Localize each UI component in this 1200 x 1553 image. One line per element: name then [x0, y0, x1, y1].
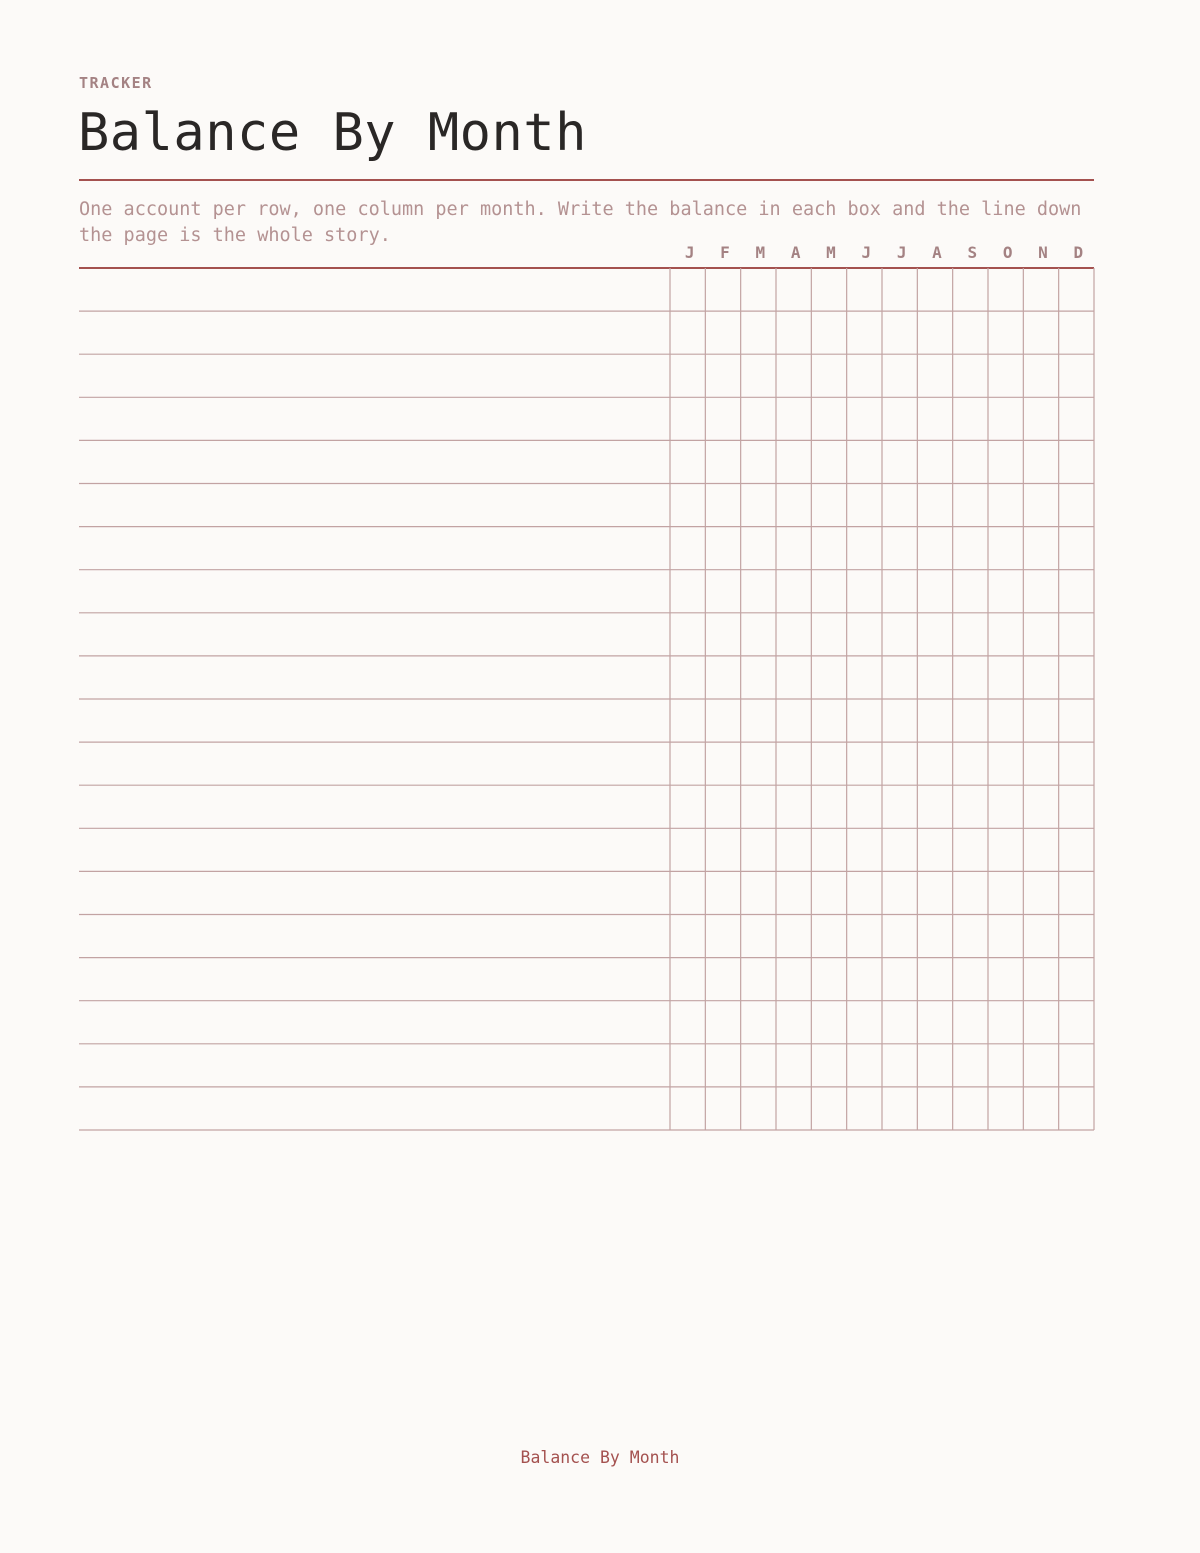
balance-cell[interactable] — [882, 354, 917, 397]
month-label: N — [1038, 243, 1048, 262]
balance-cell[interactable] — [705, 1044, 740, 1087]
balance-cell[interactable] — [1023, 785, 1058, 828]
balance-cell[interactable] — [670, 1087, 705, 1130]
balance-cell[interactable] — [847, 871, 882, 914]
balance-cell[interactable] — [776, 1001, 811, 1044]
balance-cell[interactable] — [670, 484, 705, 527]
balance-cell[interactable] — [917, 699, 952, 742]
balance-cell[interactable] — [1059, 871, 1094, 914]
balance-cell[interactable] — [670, 871, 705, 914]
balance-cell[interactable] — [741, 958, 776, 1001]
balance-cell[interactable] — [847, 742, 882, 785]
balance-cell[interactable] — [917, 1087, 952, 1130]
account-name-cell[interactable] — [79, 742, 670, 785]
balance-cell[interactable] — [917, 958, 952, 1001]
balance-cell[interactable] — [917, 828, 952, 871]
balance-cell[interactable] — [741, 484, 776, 527]
balance-cell[interactable] — [882, 570, 917, 613]
month-label: O — [1002, 243, 1013, 262]
balance-cell[interactable] — [882, 742, 917, 785]
balance-cell[interactable] — [953, 699, 988, 742]
balance-cell[interactable] — [811, 871, 846, 914]
balance-cell[interactable] — [1023, 915, 1058, 958]
balance-cell[interactable] — [741, 742, 776, 785]
balance-cell[interactable] — [776, 1087, 811, 1130]
balance-cell[interactable] — [776, 958, 811, 1001]
balance-cell[interactable] — [811, 742, 846, 785]
balance-cell[interactable] — [1059, 268, 1094, 311]
balance-cell[interactable] — [988, 354, 1023, 397]
balance-cell[interactable] — [811, 958, 846, 1001]
balance-cell[interactable] — [741, 828, 776, 871]
balance-cell[interactable] — [1023, 1087, 1058, 1130]
balance-cell[interactable] — [953, 1044, 988, 1087]
balance-cell[interactable] — [705, 828, 740, 871]
balance-cell[interactable] — [670, 656, 705, 699]
balance-cell[interactable] — [1023, 828, 1058, 871]
balance-cell[interactable] — [811, 527, 846, 570]
balance-cell[interactable] — [1059, 1087, 1094, 1130]
account-name-cell[interactable] — [79, 871, 670, 914]
balance-cell[interactable] — [670, 570, 705, 613]
balance-cell[interactable] — [776, 613, 811, 656]
balance-cell[interactable] — [988, 1001, 1023, 1044]
balance-cell[interactable] — [847, 397, 882, 440]
balance-cell[interactable] — [1023, 1044, 1058, 1087]
balance-cell[interactable] — [953, 742, 988, 785]
balance-cell[interactable] — [776, 311, 811, 354]
balance-cell[interactable] — [953, 828, 988, 871]
balance-cell[interactable] — [776, 871, 811, 914]
balance-cell[interactable] — [1023, 742, 1058, 785]
balance-cell[interactable] — [988, 656, 1023, 699]
account-name-cell[interactable] — [79, 656, 670, 699]
account-name-cell[interactable] — [79, 958, 670, 1001]
balance-cell[interactable] — [1059, 354, 1094, 397]
balance-cell[interactable] — [776, 915, 811, 958]
balance-cell[interactable] — [847, 785, 882, 828]
balance-cell[interactable] — [847, 484, 882, 527]
balance-cell[interactable] — [882, 656, 917, 699]
balance-cell[interactable] — [847, 828, 882, 871]
account-name-cell[interactable] — [79, 397, 670, 440]
balance-cell[interactable] — [917, 656, 952, 699]
balance-cell[interactable] — [1059, 742, 1094, 785]
balance-cell[interactable] — [988, 570, 1023, 613]
balance-cell[interactable] — [847, 311, 882, 354]
balance-cell[interactable] — [953, 613, 988, 656]
balance-cell[interactable] — [741, 440, 776, 483]
balance-cell[interactable] — [741, 527, 776, 570]
balance-cell[interactable] — [1059, 699, 1094, 742]
balance-cell[interactable] — [1059, 1001, 1094, 1044]
balance-cell[interactable] — [847, 570, 882, 613]
balance-cell[interactable] — [917, 397, 952, 440]
balance-cell[interactable] — [776, 397, 811, 440]
balance-cell[interactable] — [1023, 484, 1058, 527]
balance-cell[interactable] — [988, 268, 1023, 311]
balance-cell[interactable] — [988, 699, 1023, 742]
month-label: A — [790, 243, 801, 262]
balance-cell[interactable] — [705, 958, 740, 1001]
account-name-cell[interactable] — [79, 570, 670, 613]
balance-cell[interactable] — [811, 484, 846, 527]
balance-cell[interactable] — [811, 828, 846, 871]
account-name-cell[interactable] — [79, 613, 670, 656]
balance-cell[interactable] — [917, 915, 952, 958]
balance-cell[interactable] — [1023, 958, 1058, 1001]
balance-cell[interactable] — [882, 1001, 917, 1044]
balance-cell[interactable] — [741, 613, 776, 656]
balance-cell[interactable] — [741, 1001, 776, 1044]
page-footer: Balance By Month — [520, 1448, 680, 1467]
balance-cell[interactable] — [776, 1044, 811, 1087]
balance-cell[interactable] — [847, 699, 882, 742]
balance-cell[interactable] — [776, 570, 811, 613]
balance-cell[interactable] — [1023, 570, 1058, 613]
balance-cell[interactable] — [741, 570, 776, 613]
balance-cell[interactable] — [1059, 828, 1094, 871]
balance-cell[interactable] — [670, 613, 705, 656]
balance-cell[interactable] — [705, 742, 740, 785]
balance-cell[interactable] — [1059, 1044, 1094, 1087]
balance-cell[interactable] — [1023, 268, 1058, 311]
balance-cell[interactable] — [705, 785, 740, 828]
month-label: J — [684, 243, 695, 262]
balance-cell[interactable] — [1023, 527, 1058, 570]
balance-cell[interactable] — [882, 1044, 917, 1087]
balance-cell[interactable] — [988, 871, 1023, 914]
account-name-cell[interactable] — [79, 268, 670, 311]
balance-cell[interactable] — [953, 958, 988, 1001]
balance-cell[interactable] — [741, 311, 776, 354]
balance-cell[interactable] — [882, 527, 917, 570]
balance-cell[interactable] — [1023, 871, 1058, 914]
balance-cell[interactable] — [988, 1087, 1023, 1130]
balance-cell[interactable] — [670, 958, 705, 1001]
balance-cell[interactable] — [741, 699, 776, 742]
balance-cell[interactable] — [1059, 527, 1094, 570]
balance-cell[interactable] — [953, 1001, 988, 1044]
balance-cell[interactable] — [705, 397, 740, 440]
balance-cell[interactable] — [917, 527, 952, 570]
month-label: D — [1073, 243, 1084, 262]
balance-cell[interactable] — [988, 1044, 1023, 1087]
balance-cell[interactable] — [988, 527, 1023, 570]
balance-cell[interactable] — [705, 871, 740, 914]
balance-cell[interactable] — [705, 311, 740, 354]
balance-cell[interactable] — [670, 311, 705, 354]
balance-cell[interactable] — [917, 1044, 952, 1087]
balance-cell[interactable] — [953, 656, 988, 699]
balance-cell[interactable] — [917, 440, 952, 483]
balance-cell[interactable] — [1023, 656, 1058, 699]
month-label: J — [861, 243, 872, 262]
balance-cell[interactable] — [811, 1001, 846, 1044]
balance-cell[interactable] — [811, 570, 846, 613]
balance-cell[interactable] — [847, 527, 882, 570]
balance-cell[interactable] — [670, 527, 705, 570]
balance-cell[interactable] — [670, 354, 705, 397]
month-label: F — [720, 243, 730, 262]
month-label: J — [896, 243, 907, 262]
balance-cell[interactable] — [705, 440, 740, 483]
balance-cell[interactable] — [705, 613, 740, 656]
balance-cell[interactable] — [988, 311, 1023, 354]
balance-cell[interactable] — [705, 656, 740, 699]
balance-cell[interactable] — [1059, 785, 1094, 828]
grid-cells — [79, 268, 1094, 1130]
balance-cell[interactable] — [882, 440, 917, 483]
balance-cell[interactable] — [882, 958, 917, 1001]
balance-cell[interactable] — [776, 699, 811, 742]
balance-cell[interactable] — [1059, 570, 1094, 613]
balance-cell[interactable] — [917, 742, 952, 785]
account-name-cell[interactable] — [79, 440, 670, 483]
balance-cell[interactable] — [705, 699, 740, 742]
balance-cell[interactable] — [741, 871, 776, 914]
account-name-cell[interactable] — [79, 1001, 670, 1044]
balance-cell[interactable] — [988, 397, 1023, 440]
balance-cell[interactable] — [811, 699, 846, 742]
balance-cell[interactable] — [776, 656, 811, 699]
balance-cell[interactable] — [741, 397, 776, 440]
balance-cell[interactable] — [953, 397, 988, 440]
balance-cell[interactable] — [847, 656, 882, 699]
balance-cell[interactable] — [811, 268, 846, 311]
balance-cell[interactable] — [705, 527, 740, 570]
balance-cell[interactable] — [705, 354, 740, 397]
balance-cell[interactable] — [882, 915, 917, 958]
balance-cell[interactable] — [705, 484, 740, 527]
balance-cell[interactable] — [670, 828, 705, 871]
balance-cell[interactable] — [741, 656, 776, 699]
month-label: S — [967, 243, 978, 262]
balance-cell[interactable] — [847, 915, 882, 958]
balance-cell[interactable] — [953, 785, 988, 828]
balance-cell[interactable] — [776, 354, 811, 397]
balance-cell[interactable] — [670, 268, 705, 311]
balance-cell[interactable] — [988, 742, 1023, 785]
balance-cell[interactable] — [917, 785, 952, 828]
account-name-cell[interactable] — [79, 915, 670, 958]
balance-cell[interactable] — [705, 570, 740, 613]
eyebrow-label: TRACKER — [79, 74, 153, 92]
balance-cell[interactable] — [811, 311, 846, 354]
balance-cell[interactable] — [847, 268, 882, 311]
balance-cell[interactable] — [953, 484, 988, 527]
balance-cell[interactable] — [882, 785, 917, 828]
balance-cell[interactable] — [953, 311, 988, 354]
balance-cell[interactable] — [988, 958, 1023, 1001]
balance-cell[interactable] — [917, 1001, 952, 1044]
account-name-cell[interactable] — [79, 527, 670, 570]
balance-cell[interactable] — [776, 785, 811, 828]
balance-cell[interactable] — [988, 484, 1023, 527]
balance-cell[interactable] — [882, 484, 917, 527]
account-name-cell[interactable] — [79, 311, 670, 354]
balance-cell[interactable] — [670, 785, 705, 828]
balance-cell[interactable] — [1023, 311, 1058, 354]
balance-cell[interactable] — [705, 1001, 740, 1044]
balance-cell[interactable] — [670, 1044, 705, 1087]
balance-cell[interactable] — [847, 958, 882, 1001]
balance-cell[interactable] — [1023, 1001, 1058, 1044]
balance-cell[interactable] — [953, 354, 988, 397]
balance-cell[interactable] — [1023, 613, 1058, 656]
balance-cell[interactable] — [776, 527, 811, 570]
instructions-text: One account per row, one column per month. Write the balance in each box and the line down the page is the whole story. — [79, 199, 1082, 246]
balance-cell[interactable] — [776, 828, 811, 871]
balance-cell[interactable] — [847, 1087, 882, 1130]
balance-cell[interactable] — [917, 311, 952, 354]
balance-cell[interactable] — [705, 915, 740, 958]
balance-cell[interactable] — [741, 785, 776, 828]
balance-cell[interactable] — [670, 397, 705, 440]
balance-cell[interactable] — [882, 871, 917, 914]
balance-cell[interactable] — [1023, 354, 1058, 397]
balance-cell[interactable] — [1059, 440, 1094, 483]
balance-cell[interactable] — [1059, 397, 1094, 440]
account-name-cell[interactable] — [79, 785, 670, 828]
balance-cell[interactable] — [988, 785, 1023, 828]
balance-cell[interactable] — [776, 268, 811, 311]
balance-cell[interactable] — [988, 613, 1023, 656]
balance-cell[interactable] — [705, 268, 740, 311]
month-header-row — [685, 243, 1083, 262]
balance-cell[interactable] — [670, 1001, 705, 1044]
balance-cell[interactable] — [917, 613, 952, 656]
balance-cell[interactable] — [917, 268, 952, 311]
balance-cell[interactable] — [882, 268, 917, 311]
balance-cell[interactable] — [988, 440, 1023, 483]
balance-cell[interactable] — [988, 915, 1023, 958]
balance-cell[interactable] — [882, 397, 917, 440]
balance-cell[interactable] — [917, 871, 952, 914]
balance-cell[interactable] — [741, 1087, 776, 1130]
balance-cell[interactable] — [811, 785, 846, 828]
balance-cell[interactable] — [1059, 613, 1094, 656]
account-name-cell[interactable] — [79, 699, 670, 742]
balance-cell[interactable] — [776, 742, 811, 785]
balance-cell[interactable] — [953, 570, 988, 613]
balance-cell[interactable] — [741, 1044, 776, 1087]
balance-cell[interactable] — [882, 311, 917, 354]
balance-cell[interactable] — [953, 871, 988, 914]
balance-cell[interactable] — [917, 484, 952, 527]
balance-cell[interactable] — [988, 828, 1023, 871]
balance-cell[interactable] — [917, 570, 952, 613]
balance-cell[interactable] — [1059, 484, 1094, 527]
page-title: Balance By Month — [78, 103, 587, 163]
balance-cell[interactable] — [953, 527, 988, 570]
account-name-cell[interactable] — [79, 1044, 670, 1087]
balance-cell[interactable] — [1059, 915, 1094, 958]
balance-cell[interactable] — [1023, 440, 1058, 483]
balance-cell[interactable] — [882, 828, 917, 871]
balance-cell[interactable] — [670, 742, 705, 785]
balance-cell[interactable] — [882, 699, 917, 742]
balance-cell[interactable] — [776, 440, 811, 483]
balance-cell[interactable] — [811, 915, 846, 958]
balance-cell[interactable] — [811, 1087, 846, 1130]
account-name-cell[interactable] — [79, 484, 670, 527]
balance-cell[interactable] — [705, 1087, 740, 1130]
balance-cell[interactable] — [1023, 397, 1058, 440]
balance-cell[interactable] — [847, 354, 882, 397]
balance-cell[interactable] — [1059, 656, 1094, 699]
month-label: M — [826, 243, 836, 262]
balance-cell[interactable] — [741, 354, 776, 397]
balance-cell[interactable] — [1059, 958, 1094, 1001]
balance-cell[interactable] — [953, 440, 988, 483]
balance-cell[interactable] — [741, 915, 776, 958]
balance-cell[interactable] — [811, 613, 846, 656]
balance-cell[interactable] — [811, 656, 846, 699]
account-name-cell[interactable] — [79, 828, 670, 871]
balance-cell[interactable] — [811, 1044, 846, 1087]
balance-cell[interactable] — [741, 268, 776, 311]
balance-cell[interactable] — [847, 613, 882, 656]
balance-cell[interactable] — [882, 1087, 917, 1130]
balance-cell[interactable] — [847, 440, 882, 483]
balance-cell[interactable] — [670, 440, 705, 483]
balance-cell[interactable] — [917, 354, 952, 397]
balance-cell[interactable] — [670, 699, 705, 742]
balance-cell[interactable] — [776, 484, 811, 527]
balance-cell[interactable] — [953, 1087, 988, 1130]
balance-cell[interactable] — [670, 915, 705, 958]
month-label: M — [755, 243, 766, 262]
balance-cell[interactable] — [882, 613, 917, 656]
balance-cell[interactable] — [847, 1001, 882, 1044]
account-name-cell[interactable] — [79, 1087, 670, 1130]
account-name-cell[interactable] — [79, 354, 670, 397]
balance-cell[interactable] — [1023, 699, 1058, 742]
balance-cell[interactable] — [953, 268, 988, 311]
balance-cell[interactable] — [1059, 311, 1094, 354]
month-label: A — [932, 243, 942, 262]
balance-cell[interactable] — [847, 1044, 882, 1087]
balance-cell[interactable] — [811, 354, 846, 397]
balance-cell[interactable] — [811, 397, 846, 440]
balance-cell[interactable] — [811, 440, 846, 483]
balance-cell[interactable] — [953, 915, 988, 958]
